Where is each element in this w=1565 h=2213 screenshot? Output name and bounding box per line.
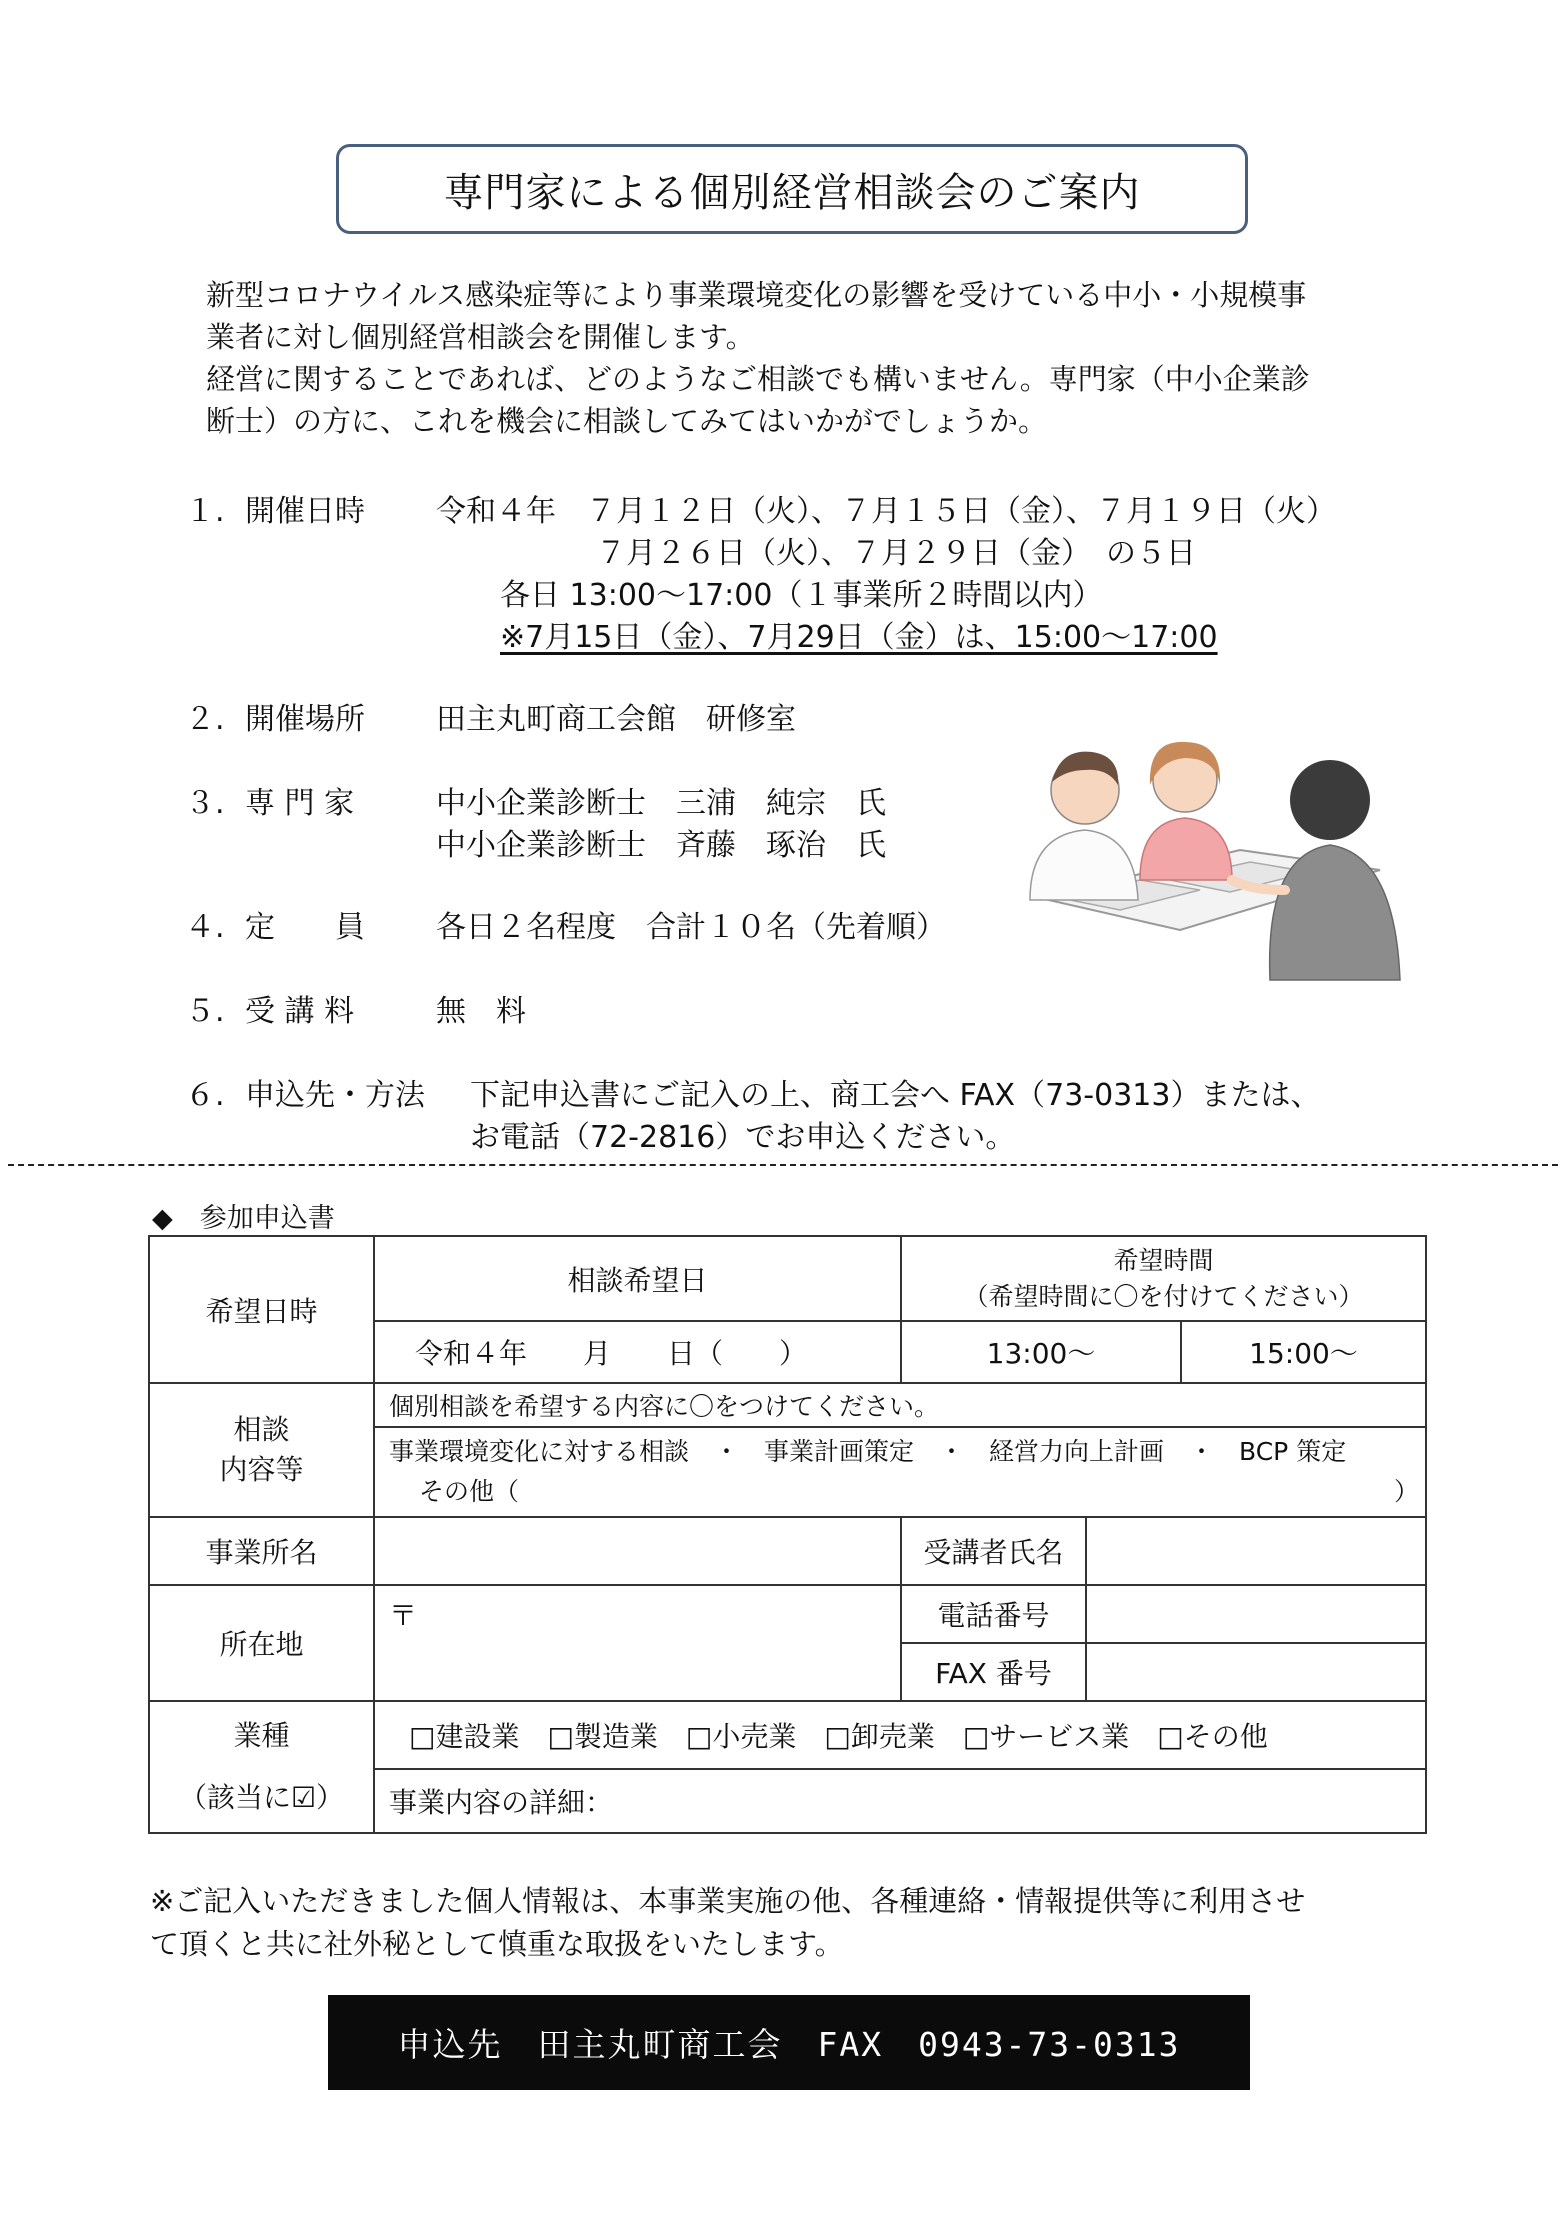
time-option-text: 13:00～ [986, 1337, 1096, 1370]
content-other: その他（ ） [419, 1477, 1420, 1506]
fax-label-cell [901, 1643, 1086, 1701]
contact-bar: 申込先 田主丸町商工会 FAX 0943-73-0313 [328, 1995, 1250, 2090]
industry-detail-label: 事業内容の詳細： [389, 1786, 614, 1819]
fax-label: FAX 番号 [935, 1657, 1052, 1690]
date-line-4: ※7月15日（金）、7月29日（金）は、15:00～17:00 [500, 620, 1218, 655]
phone-input[interactable] [1086, 1585, 1426, 1643]
phone-label-cell [901, 1585, 1086, 1643]
content-label: 相談 [233, 1413, 290, 1446]
intro-line: 経営に関することであれば、どのようなご相談でも構いません。専門家（中小企業診 [206, 362, 1310, 396]
item-number: ６. [185, 1078, 225, 1113]
apply-line-1: 下記申込書にご記入の上、商工会へ FAX（73-0313）または、 [470, 1078, 1321, 1113]
attendee-label-cell [901, 1517, 1086, 1585]
privacy-note-line: ※ご記入いただきました個人情報は、本事業実施の他、各種連絡・情報提供等に利用させ [150, 1884, 1306, 1918]
intro-line: 断士）の方に、これを機会に相談してみてはいかがでしょうか。 [206, 404, 1048, 438]
application-form [148, 1235, 1427, 1834]
attendee-input[interactable] [1086, 1517, 1426, 1585]
privacy-note [150, 1880, 1440, 1966]
attendee-label: 受講者氏名 [923, 1536, 1064, 1569]
place-value: 田主丸町商工会館 研修室 [436, 702, 796, 737]
item-number: ４. [185, 910, 225, 945]
item-label-capacity: 定 員 [245, 910, 365, 945]
time-col-title: 希望時間 [1113, 1245, 1214, 1275]
intro-line: 業者に対し個別経営相談会を開催します。 [206, 320, 755, 354]
industry-detail[interactable] [374, 1769, 1426, 1833]
privacy-note-line: て頂くと共に社外秘として慎重な取扱をいたします。 [150, 1927, 844, 1961]
consultation-illustration [1000, 730, 1410, 990]
item-number: ５. [185, 994, 225, 1029]
item-label-apply: 申込先・方法 [245, 1078, 425, 1113]
content-instruction [374, 1383, 1426, 1427]
industry-label-note: （該当に☑） [178, 1781, 345, 1814]
date-line-3: 各日 13:00～17:00（１事業所２時間以内） [500, 578, 1103, 613]
time-option-1500[interactable] [1181, 1321, 1426, 1383]
fax-input[interactable] [1086, 1643, 1426, 1701]
time-col-instruction: （希望時間に〇を付けてください） [963, 1281, 1364, 1311]
date-col-header [374, 1236, 901, 1321]
address-label-cell [149, 1585, 374, 1701]
item-number: ２. [185, 702, 225, 737]
biz-name-label-cell [149, 1517, 374, 1585]
item-label-date: 開催日時 [245, 494, 365, 529]
fee-value: 無 料 [436, 994, 526, 1029]
apply-line-2: お電話（72-2816）でお申込ください。 [470, 1120, 1016, 1155]
cut-line [8, 1164, 1558, 1166]
date-line-2: ７月２６日（火）、７月２９日（金） の５日 [596, 536, 1196, 571]
content-options[interactable] [374, 1427, 1426, 1517]
item-label-fee: 受 講 料 [245, 994, 355, 1029]
biz-name-label: 事業所名 [205, 1536, 318, 1569]
biz-name-input[interactable] [374, 1517, 901, 1585]
content-label-cell [149, 1383, 374, 1517]
date-label-cell [149, 1236, 374, 1383]
time-option-text: 15:00～ [1249, 1337, 1358, 1370]
item-number: ３. [185, 786, 225, 821]
phone-label: 電話番号 [937, 1599, 1050, 1632]
industry-options[interactable] [374, 1701, 1426, 1769]
content-instruction-text: 個別相談を希望する内容に〇をつけてください。 [389, 1392, 940, 1421]
expert-line-2: 中小企業診断士 斉藤 琢治 氏 [436, 828, 886, 863]
address-input[interactable] [374, 1585, 901, 1701]
industry-label: 業種 [233, 1719, 290, 1752]
page-title: 専門家による個別経営相談会のご案内 [336, 144, 1248, 234]
intro-line: 新型コロナウイルス感染症等により事業環境変化の影響を受けている中小・小規模事 [206, 278, 1307, 312]
date-input[interactable] [374, 1321, 901, 1383]
date-col-text: 相談希望日 [567, 1263, 708, 1297]
content-label: 内容等 [219, 1453, 304, 1486]
capacity-value: 各日２名程度 合計１０名（先着順） [436, 910, 946, 945]
content-options-list: 事業環境変化に対する相談 ・ 事業計画策定 ・ 経営力向上計画 ・ BCP 策定 [389, 1437, 1347, 1466]
postal-mark: 〒 [389, 1599, 418, 1632]
time-option-1300[interactable] [901, 1321, 1181, 1383]
form-heading: ◆ 参加申込書 [152, 1203, 335, 1234]
date-input-text: 令和４年 月 日（ ） [415, 1337, 808, 1370]
expert-line-1: 中小企業診断士 三浦 純宗 氏 [436, 786, 886, 821]
industry-options-text: □建設業 □製造業 □小売業 □卸売業 □サービス業 □その他 [409, 1720, 1268, 1753]
item-label-expert: 専 門 家 [245, 786, 355, 821]
intro-text [206, 274, 1426, 442]
date-label: 希望日時 [205, 1294, 318, 1328]
address-label: 所在地 [219, 1628, 304, 1661]
item-number: １. [185, 494, 225, 529]
date-line-1: 令和４年 ７月１２日（火）、７月１５日（金）、７月１９日（火） [436, 494, 1336, 529]
industry-label-cell [149, 1701, 374, 1833]
time-col-header [901, 1236, 1426, 1321]
item-label-place: 開催場所 [245, 702, 365, 737]
